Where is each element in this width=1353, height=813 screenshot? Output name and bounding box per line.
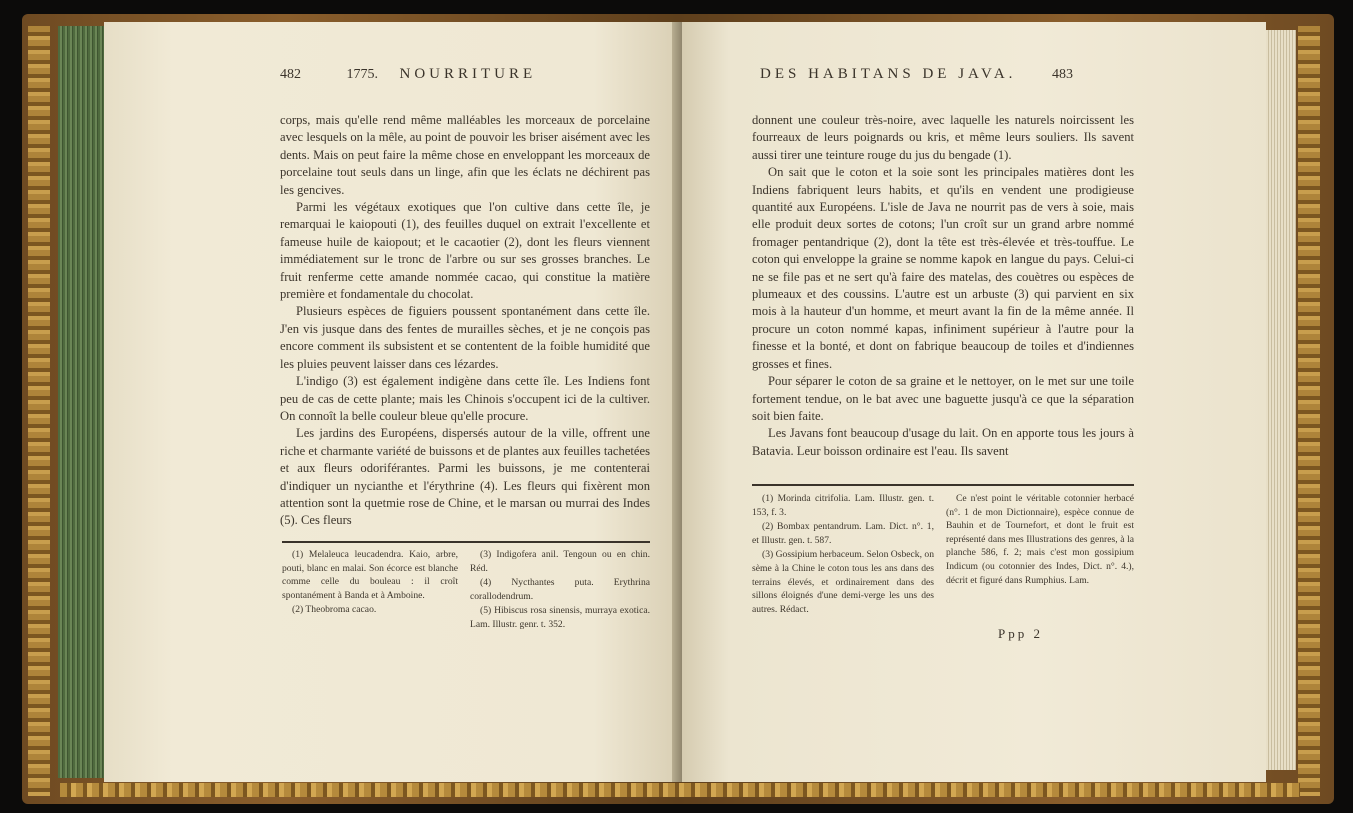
gilt-border-right (1298, 26, 1320, 796)
footnote: (1) Morinda citrifolia. Lam. Illustr. gen. t. 153, f. 3. (752, 493, 934, 518)
gilt-border-bottom (60, 783, 1300, 797)
page-edges-left (58, 26, 104, 778)
left-paragraph: corps, mais qu'elle rend même malléables les morceaux de porcelaine avec lesquels on la mêle, au point de pouvoir les briser aisément avec les dents. Mais on peut faire la même chose en enveloppant les morceaux de porcelaine tout seuls dans un linge, afin que les éclats ne déchirent pas les gencives. (280, 113, 650, 197)
left-paragraph: Parmi les végétaux exotiques que l'on cultive dans cette île, je remarquai le kaiopouti (1), des feuilles duquel on extrait l'excellente et fameuse huile de kaiopout; et le cacaotier (2), dont les fleurs viennent immédiatement sur le tronc de l'arbre ou sur ses grosses branches. Le fruit renferme cette amande nommée cacao, qui constitue la matière première et fondamentale du chocolat. (280, 200, 650, 302)
left-paragraph: Les jardins des Européens, dispersés autour de la ville, offrent une riche et charmante variété de buissons et de plantes aux feuilles tachetées et aux fleurs odoriférantes. Parmi les buissons, je me contenterai d'indiquer un nycianthe et l'érythrine (4). Les fleurs qui fixèrent mon attention sont la quetmie rose de Chine, et le marsan ou murrai des Indes (5). Ces fleurs (280, 426, 650, 528)
left-running-title: NOURRITURE (399, 66, 537, 82)
signature-mark: Ppp 2 (998, 626, 1043, 641)
footnote: (5) Hibiscus rosa sinensis, murraya exotica. Lam. Illustr. genr. t. 352. (470, 605, 650, 630)
footnote: (3) Gossipium herbaceum. Selon Osbeck, on sème à la Chine le coton tous les ans dans des terrains élevés, et ordinairement dans des sillons éloignés d'une demi-verge les uns des autres. Rédact. (752, 549, 934, 615)
right-paragraph: On sait que le coton et la soie sont les principales matières dont les Indiens fabriquent leurs habits, et qu'ils en vendent une prodigieuse quantité aux Européens. L'isle de Java ne nourrit pas de vers à soie, mais elle produit deux sortes de cotons; l'un croît sur un grand arbre nommé fromager pentandrique (2), dont la tête est très-élevée et très-touffue. Le coton qui enveloppe la graine se nomme kapok en langue du pays. Celui-ci ne se file pas et ne sert qu'à faire des matelas, des couètres ou espèces de plumeaux et des coussins. L'autre est un arbuste (3) qui parvient en six mois à la hauteur d'un homme, et meurt avant la fin de la même année. Il procure un coton nommé kapas, infiniment supérieur à l'autre pour la finesse et la bonté, et dont on fabrique beaucoup de toiles et d'indiennes grosses et fines. (752, 165, 1134, 371)
left-page-number: 482 (280, 67, 301, 82)
left-running-head (280, 66, 536, 83)
right-running-title: DES HABITANS DE JAVA. (760, 66, 1017, 82)
left-year: 1775. (346, 67, 378, 82)
footnote: (1) Melaleuca leucadendra. Kaio, arbre, pouti, blanc en malai. Son écorce est blanche comme celle du bouleau : il croît spontanément à Banda et à Amboine. (282, 549, 458, 601)
left-paragraph: L'indigo (3) est également indigène dans cette île. Les Indiens font peu de cas de cette plante; mais les Chinois s'occupent ici de la cultiver. On connoît la belle couleur bleue qu'elle procure. (280, 374, 650, 423)
right-notes-col1 (752, 492, 934, 617)
footnote: (2) Theobroma cacao. (292, 604, 377, 616)
footnote: (2) Bombax pentandrum. Lam. Dict. n°. 1, et Illustr. gen. t. 587. (752, 521, 934, 546)
right-paragraph: donnent une couleur très-noire, avec laquelle les naturels noircissent les fourreaux de leurs poignards ou kris, et même leurs souliers. Ils savent aussi tirer une teinture rouge du jus du bengade (1). (752, 113, 1134, 162)
right-body (752, 112, 1134, 460)
right-paragraph: Les Javans font beaucoup d'usage du lait. On en apporte tous les jours à Batavia. Leur boisson ordinaire est l'eau. Ils savent (752, 426, 1134, 458)
left-notes-col1 (282, 548, 458, 618)
left-notes-col2 (470, 548, 650, 633)
left-footnote-rule (282, 541, 650, 543)
page-edges-right (1266, 30, 1296, 770)
right-page-number: 483 (1051, 67, 1073, 82)
left-paragraph: Plusieurs espèces de figuiers poussent spontanément dans cette île. J'en vis jusque dans des fentes de murailles sèches, et je ne conçois pas encore comment ils subsistent et se contentent de la foible humidité que les pluies peuvent laisser dans ces lézardes. (280, 304, 650, 371)
right-notes-col2 (946, 492, 1134, 588)
right-paragraph: Pour séparer le coton de sa graine et le nettoyer, on le met sur une toile fortement tendue, on le bat avec une baguette jusqu'à ce que la séparation soit bien faite. (752, 374, 1134, 423)
gilt-border-left (28, 26, 50, 796)
right-running-head (760, 66, 1073, 83)
left-body (280, 112, 650, 530)
footnote: (3) Indigofera anil. Tengoun ou en chin. Réd. (470, 549, 650, 574)
footnote: (4) Nycthantes puta. Erythrina corallodendrum. (470, 577, 650, 602)
footnote: Ce n'est point le véritable cotonnier herbacé (n°. 1 de mon Dictionnaire), espèce connue de Bauhin et de Tournefort, et dont le fruit est représenté dans mes Illustrations des genres, à la planche 586, f. 2; mais c'est mon gossipium Indicum (ou cotonnier des Indes, Dict. n°. 4.), décrit et figuré dans Rumphius. Lam. (946, 493, 1134, 586)
right-footnote-rule (752, 484, 1134, 486)
